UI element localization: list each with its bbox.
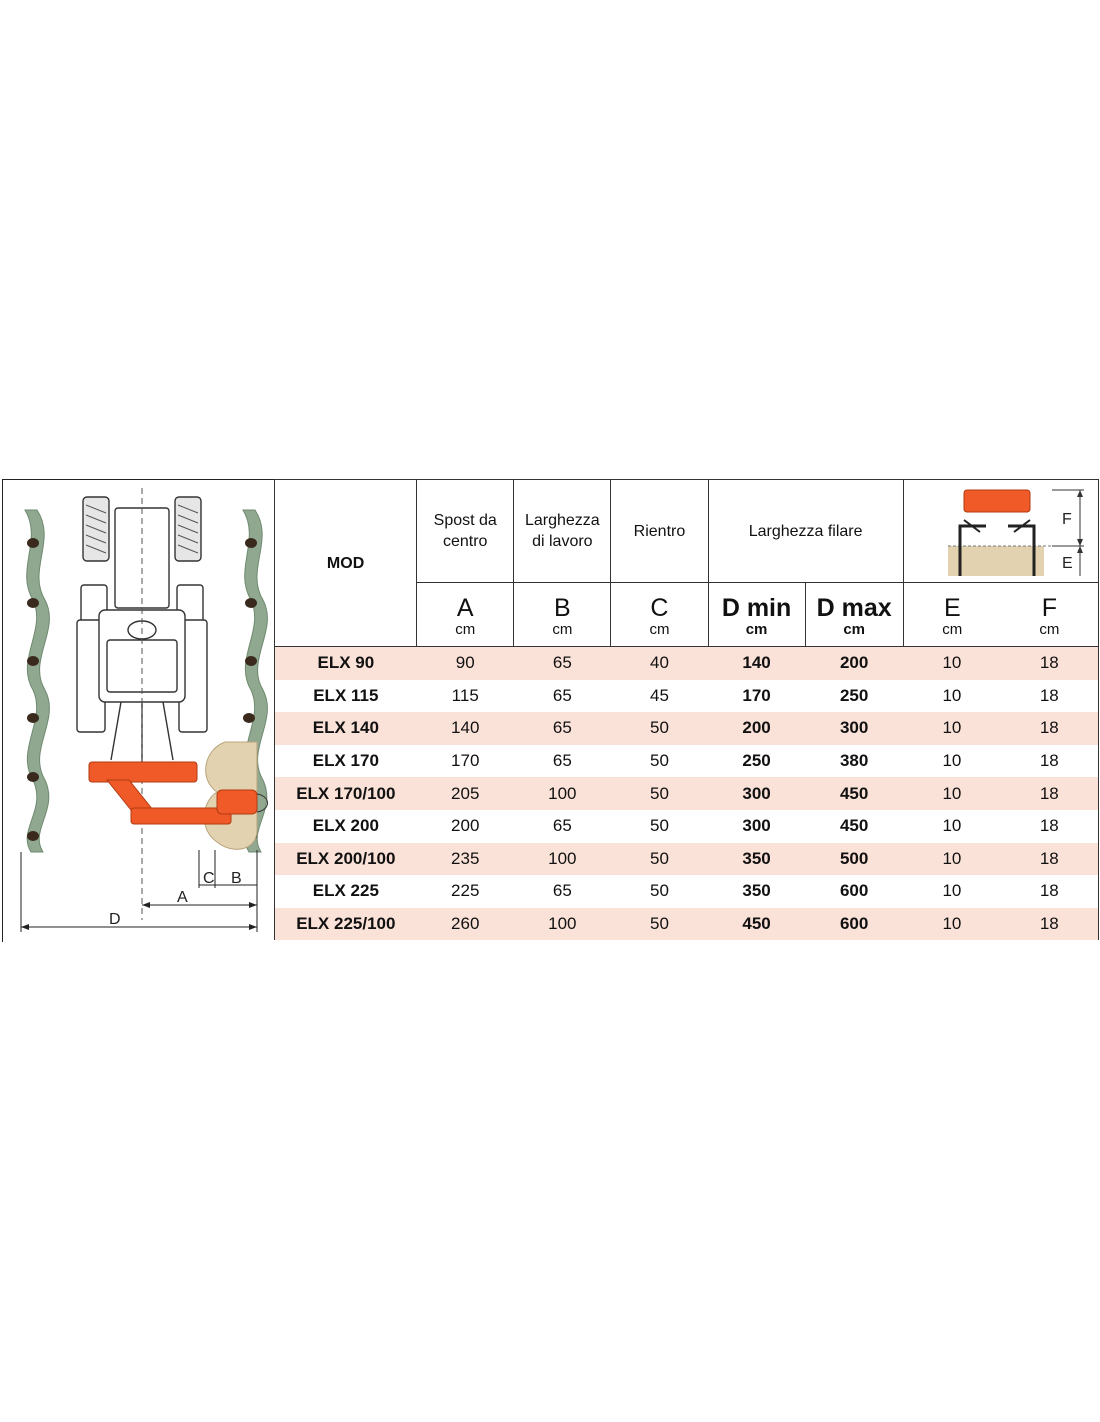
column-letter: F	[1041, 594, 1058, 622]
group-header-retraction	[611, 480, 708, 583]
cell-f: 18	[1039, 653, 1059, 673]
cell-a: 90	[417, 647, 514, 680]
column-header-dmin	[708, 583, 805, 647]
column-unit: cm	[455, 621, 476, 638]
cell-a: 205	[417, 777, 514, 810]
column-unit: cm	[843, 621, 865, 638]
cell-c: 50	[611, 712, 708, 745]
cell-e-f	[903, 777, 1098, 810]
cell-model: ELX 90	[275, 647, 417, 680]
cell-f: 18	[1039, 816, 1059, 836]
height-diagram	[904, 480, 1099, 576]
group-header-line: centro	[442, 533, 488, 550]
column-letter: D min	[721, 594, 792, 622]
cell-model: ELX 225	[275, 875, 417, 908]
column-header-a	[417, 583, 514, 647]
table-row	[275, 712, 1099, 745]
group-header-line: Larghezza	[524, 512, 600, 529]
cell-e: 10	[942, 816, 962, 836]
cell-dmin: 250	[708, 745, 805, 778]
column-letter: E	[943, 594, 961, 622]
dimension-arrows	[21, 902, 257, 930]
cell-e-f	[903, 680, 1098, 713]
cell-e-f	[903, 875, 1098, 908]
cell-f: 18	[1039, 685, 1059, 705]
cell-dmax: 450	[805, 777, 903, 810]
table-row	[275, 908, 1099, 941]
cell-model: ELX 115	[275, 680, 417, 713]
column-header-c	[611, 583, 708, 647]
dimension-lines	[21, 850, 257, 932]
cell-b: 65	[514, 745, 611, 778]
column-header-dmax	[805, 583, 903, 647]
cell-e: 10	[942, 751, 962, 771]
cell-f: 18	[1039, 914, 1059, 934]
top-view-illustration	[3, 480, 276, 943]
cell-f: 18	[1039, 848, 1059, 868]
cell-dmax: 600	[805, 908, 903, 941]
column-letter: C	[650, 594, 669, 622]
column-unit: cm	[1039, 621, 1060, 638]
cell-dmax: 300	[805, 712, 903, 745]
cell-e-f	[903, 647, 1098, 680]
cell-dmax: 380	[805, 745, 903, 778]
height-icon-cell	[903, 480, 1098, 583]
column-header-f	[1001, 591, 1098, 638]
table-row	[275, 745, 1099, 778]
group-header-line: Larghezza filare	[748, 522, 863, 540]
table-row	[275, 843, 1099, 876]
cell-dmin: 200	[708, 712, 805, 745]
cell-f: 18	[1039, 718, 1059, 738]
cell-a: 140	[417, 712, 514, 745]
table-body	[275, 647, 1099, 941]
group-header-offset	[417, 480, 514, 583]
column-letter: D max	[816, 594, 892, 622]
cell-dmax: 200	[805, 647, 903, 680]
cell-e-f	[903, 908, 1098, 941]
group-header-line: di lavoro	[532, 533, 593, 550]
cell-dmin: 300	[708, 777, 805, 810]
cell-e-f	[903, 843, 1098, 876]
cell-e: 10	[942, 881, 962, 901]
cell-a: 170	[417, 745, 514, 778]
cell-dmin: 170	[708, 680, 805, 713]
cell-a: 235	[417, 843, 514, 876]
cell-c: 50	[611, 810, 708, 843]
group-header-working-width	[514, 480, 611, 583]
dimension-label-c: C	[203, 870, 215, 887]
height-label-f: F	[1061, 511, 1072, 528]
left-vine-row	[25, 510, 49, 852]
cell-c: 50	[611, 875, 708, 908]
dimension-label-a: A	[177, 889, 188, 906]
cell-dmin: 300	[708, 810, 805, 843]
cell-e: 10	[942, 718, 962, 738]
cell-model: ELX 200	[275, 810, 417, 843]
cell-b: 65	[514, 680, 611, 713]
model-column-header: MOD	[275, 480, 417, 647]
group-header-line: Spost da	[433, 512, 497, 529]
table-row	[275, 777, 1099, 810]
cell-c: 45	[611, 680, 708, 713]
cell-dmin: 140	[708, 647, 805, 680]
cell-b: 100	[514, 777, 611, 810]
cell-dmax: 250	[805, 680, 903, 713]
cell-e: 10	[942, 914, 962, 934]
cell-c: 40	[611, 647, 708, 680]
table-row	[275, 875, 1099, 908]
cell-dmin: 450	[708, 908, 805, 941]
group-header-row-width	[708, 480, 903, 583]
column-unit: cm	[745, 621, 768, 638]
cell-f: 18	[1039, 881, 1059, 901]
column-header-ef	[903, 583, 1098, 647]
cell-b: 65	[514, 647, 611, 680]
cell-model: ELX 225/100	[275, 908, 417, 941]
column-letter: A	[456, 594, 474, 622]
dimension-label-d: D	[109, 911, 121, 928]
column-letter: B	[553, 594, 571, 622]
cell-f: 18	[1039, 783, 1059, 803]
cell-e: 10	[942, 685, 962, 705]
dimension-label-b: B	[231, 870, 242, 887]
cell-model: ELX 170/100	[275, 777, 417, 810]
column-header-e	[904, 591, 1001, 638]
cell-a: 200	[417, 810, 514, 843]
cell-model: ELX 200/100	[275, 843, 417, 876]
cell-e-f	[903, 745, 1098, 778]
table-row	[275, 647, 1099, 680]
cell-dmax: 500	[805, 843, 903, 876]
cell-b: 100	[514, 843, 611, 876]
cell-e: 10	[942, 783, 962, 803]
cell-b: 65	[514, 875, 611, 908]
cell-a: 115	[417, 680, 514, 713]
column-unit: cm	[552, 621, 573, 638]
cell-e-f	[903, 712, 1098, 745]
cell-dmax: 600	[805, 875, 903, 908]
column-unit: cm	[649, 621, 670, 638]
cell-f: 18	[1039, 751, 1059, 771]
table-row	[275, 810, 1099, 843]
cell-dmin: 350	[708, 875, 805, 908]
cell-c: 50	[611, 745, 708, 778]
cell-model: ELX 140	[275, 712, 417, 745]
cell-b: 65	[514, 712, 611, 745]
cell-e-f	[903, 810, 1098, 843]
cell-dmax: 450	[805, 810, 903, 843]
table-row	[275, 680, 1099, 713]
cell-c: 50	[611, 908, 708, 941]
height-label-e: E	[1061, 555, 1073, 572]
column-unit: cm	[942, 621, 963, 638]
cell-e: 10	[942, 848, 962, 868]
column-header-b	[514, 583, 611, 647]
model-spec-table	[274, 479, 1099, 940]
cell-b: 65	[514, 810, 611, 843]
cell-a: 225	[417, 875, 514, 908]
cell-dmin: 350	[708, 843, 805, 876]
cell-model: ELX 170	[275, 745, 417, 778]
spec-sheet	[2, 479, 1099, 942]
tractor-mower-diagram	[2, 479, 275, 942]
cell-e: 10	[942, 653, 962, 673]
cell-b: 100	[514, 908, 611, 941]
table-header-row	[275, 480, 1099, 583]
cell-c: 50	[611, 777, 708, 810]
group-header-line: Rientro	[633, 522, 686, 540]
cell-a: 260	[417, 908, 514, 941]
cell-c: 50	[611, 843, 708, 876]
